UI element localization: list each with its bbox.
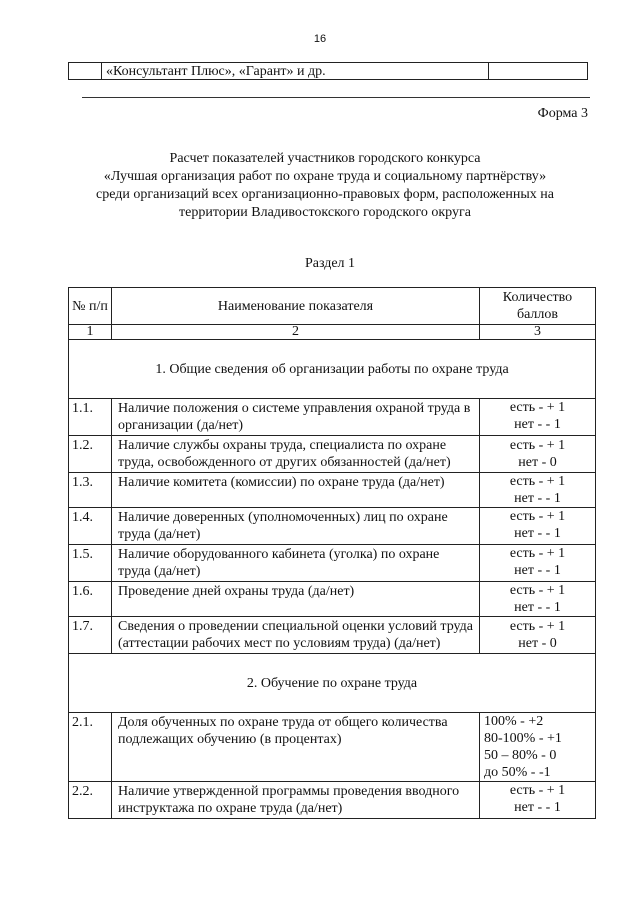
score-value: есть - + 1 <box>509 509 566 524</box>
table-row <box>69 473 596 508</box>
score-value: есть - + 1 <box>509 783 566 798</box>
indicators-table <box>68 287 596 819</box>
column-number: 3 <box>480 325 596 340</box>
table-row <box>69 782 596 819</box>
separator-line <box>82 97 590 98</box>
title-line: Расчет показателей участников городского конкурса <box>169 151 481 166</box>
score-cell <box>480 582 596 617</box>
score-value: нет - - 1 <box>514 526 561 541</box>
score-value: нет - - 1 <box>514 491 561 506</box>
table-row <box>69 508 596 545</box>
column-number-row <box>69 325 596 340</box>
table-row <box>69 545 596 582</box>
row-number: 2.1. <box>69 713 112 782</box>
table-row <box>69 399 596 436</box>
row-number: 1.4. <box>69 508 112 545</box>
row-number: 1.6. <box>69 582 112 617</box>
row-number: 1.2. <box>69 436 112 473</box>
header-name: Наименование показателя <box>112 288 480 325</box>
indicator-name: Сведения о проведении специальной оценки условий труда (аттестации рабочих мест по условиям труда) (да/нет) <box>112 617 480 654</box>
table-cell <box>489 63 588 80</box>
column-number: 1 <box>69 325 112 340</box>
table-body <box>69 340 596 819</box>
indicator-name: Наличие утвержденной программы проведения вводного инструктажа по охране труда (да/нет) <box>112 782 480 819</box>
indicator-name: Проведение дней охраны труда (да/нет) <box>112 582 480 617</box>
score-value: нет - - 1 <box>514 600 561 615</box>
table-row <box>69 617 596 654</box>
score-cell <box>480 617 596 654</box>
score-value: нет - 0 <box>518 455 557 470</box>
score-cell <box>480 713 596 782</box>
group-title: 2. Обучение по охране труда <box>246 675 418 691</box>
score-value: нет - - 1 <box>514 563 561 578</box>
header-score: Количество баллов <box>480 288 596 325</box>
section-title: Раздел 1 <box>304 256 356 271</box>
score-value: есть - + 1 <box>509 400 566 415</box>
score-value: есть - + 1 <box>509 474 566 489</box>
table-row <box>69 436 596 473</box>
indicator-name: Доля обученных по охране труда от общего количества подлежащих обучению (в процентах) <box>112 713 480 782</box>
row-number: 1.3. <box>69 473 112 508</box>
table-row <box>69 713 596 782</box>
page-number: 16 <box>313 33 327 45</box>
document-title <box>60 150 590 222</box>
group-header-cell <box>69 654 596 713</box>
score-value: есть - + 1 <box>509 583 566 598</box>
column-number: 2 <box>112 325 480 340</box>
group-header-cell <box>69 340 596 399</box>
score-value: 50 – 80% - 0 <box>484 748 557 763</box>
indicator-name: Наличие положения о системе управления охраной труда в организации (да/нет) <box>112 399 480 436</box>
group-header-row <box>69 340 596 399</box>
header-number: № п/п <box>69 288 112 325</box>
row-number: 1.5. <box>69 545 112 582</box>
score-cell <box>480 436 596 473</box>
indicator-name: Наличие комитета (комиссии) по охране труда (да/нет) <box>112 473 480 508</box>
score-value: есть - + 1 <box>509 438 566 453</box>
table-row <box>69 63 588 80</box>
group-header-row <box>69 654 596 713</box>
title-line: «Лучшая организация работ по охране труда и социальному партнёрству» <box>103 169 547 184</box>
score-cell <box>480 473 596 508</box>
score-cell <box>480 508 596 545</box>
score-value: нет - 0 <box>518 636 557 651</box>
score-value: 100% - +2 <box>484 714 544 729</box>
indicator-name: Наличие доверенных (уполномоченных) лиц по охране труда (да/нет) <box>112 508 480 545</box>
row-number: 1.7. <box>69 617 112 654</box>
table-header-row <box>69 288 596 325</box>
table-row <box>69 582 596 617</box>
table-cell <box>69 63 102 80</box>
row-number: 1.1. <box>69 399 112 436</box>
score-cell <box>480 545 596 582</box>
score-cell <box>480 782 596 819</box>
form-label: Форма 3 <box>537 106 588 121</box>
row-number: 2.2. <box>69 782 112 819</box>
score-value: есть - + 1 <box>509 619 566 634</box>
title-line: территории Владивостокского городского округа <box>179 205 471 220</box>
previous-table-text: «Консультант Плюс», «Гарант» и др. <box>102 63 489 80</box>
score-value: есть - + 1 <box>509 546 566 561</box>
score-value: до 50% - -1 <box>484 765 551 780</box>
score-value: нет - - 1 <box>514 417 561 432</box>
previous-table-fragment <box>68 62 588 80</box>
group-title: 1. Общие сведения об организации работы по охране труда <box>155 361 509 377</box>
score-value: 80-100% - +1 <box>484 731 562 746</box>
title-line: среди организаций всех организационно-правовых форм, расположенных на <box>96 187 554 202</box>
score-value: нет - - 1 <box>514 800 561 815</box>
indicator-name: Наличие оборудованного кабинета (уголка) по охране труда (да/нет) <box>112 545 480 582</box>
score-cell <box>480 399 596 436</box>
indicator-name: Наличие службы охраны труда, специалиста по охране труда, освобожденного от других обязанностей (да/нет) <box>112 436 480 473</box>
